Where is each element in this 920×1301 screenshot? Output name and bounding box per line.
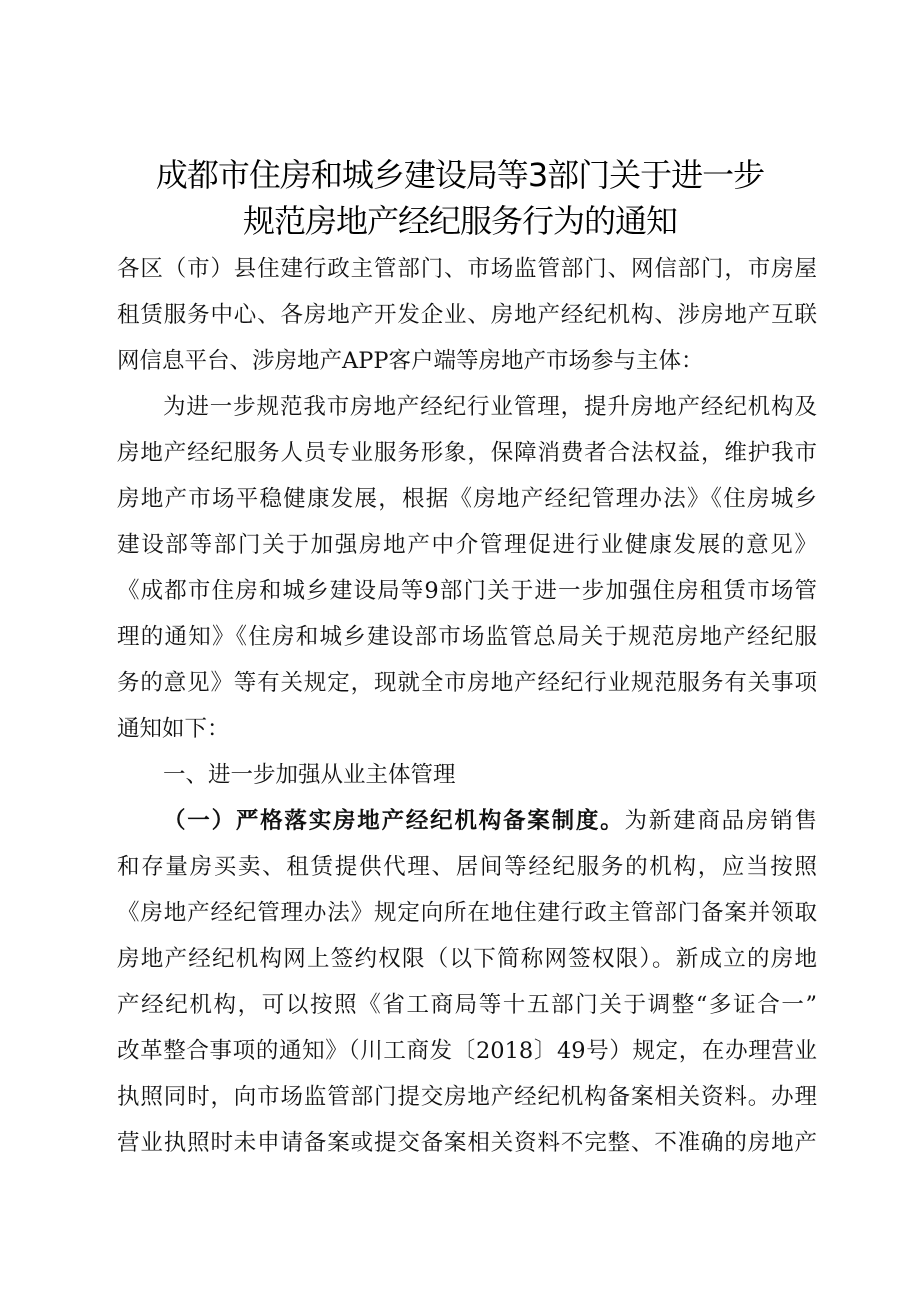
- addressee-line-1: 各区（市）县住建行政主管部门、市场监管部门、网信部门，市房屋: [117, 256, 817, 282]
- addressee-line-3: 网信息平台、涉房地产APP客户端等房地产市场参与主体：: [117, 348, 704, 374]
- paragraph-line: 理的通知》《住房和城乡建设部市场监管总局关于规范房地产经纪服: [117, 624, 817, 650]
- subsection-bold-lead: （一）严格落实房地产经纪机构备案制度。: [163, 808, 625, 834]
- paragraph-line: 通知如下：: [117, 716, 230, 742]
- paragraph-line: 营业执照时未申请备案或提交备案相关资料不完整、不准确的房地产: [117, 1130, 817, 1156]
- document-title-line-2: 规范房地产经纪服务行为的通知: [242, 202, 677, 240]
- addressee-line-2: 租赁服务中心、各房地产开发企业、房地产经纪机构、涉房地产互联: [117, 302, 817, 328]
- paragraph-line: 《房地产经纪管理办法》规定向所在地住建行政主管部门备案并领取: [117, 900, 817, 926]
- paragraph-line: 务的意见》等有关规定，现就全市房地产经纪行业规范服务有关事项: [117, 670, 817, 696]
- paragraph-line: 建设部等部门关于加强房地产中介管理促进行业健康发展的意见》: [117, 532, 817, 558]
- paragraph-line: 房地产市场平稳健康发展，根据《房地产经纪管理办法》《住房城乡: [117, 486, 817, 512]
- paragraph-line: 房地产经纪机构网上签约权限（以下简称网签权限）。新成立的房地: [117, 946, 817, 972]
- subsection-lead-text: 为新建商品房销售: [624, 808, 817, 834]
- paragraph-line: 房地产经纪服务人员专业服务形象，保障消费者合法权益，维护我市: [117, 440, 817, 466]
- section-heading: 一、进一步加强从业主体管理: [163, 762, 456, 788]
- paragraph-line: 《成都市住房和城乡建设局等9部门关于进一步加强住房租赁市场管: [117, 578, 817, 604]
- paragraph-line: 改革整合事项的通知》（川工商发〔2018〕49号）规定，在办理营业: [117, 1038, 817, 1064]
- subsection-first-line: [163, 798, 817, 844]
- paragraph-line: 和存量房买卖、租赁提供代理、居间等经纪服务的机构，应当按照: [117, 854, 817, 880]
- paragraph-line: 执照同时，向市场监管部门提交房地产经纪机构备案相关资料。办理: [117, 1084, 817, 1110]
- paragraph-line: 产经纪机构，可以按照《省工商局等十五部门关于调整“多证合一”: [117, 992, 817, 1018]
- paragraph-line: 为进一步规范我市房地产经纪行业管理，提升房地产经纪机构及: [163, 394, 817, 420]
- document-title-line-1: 成都市住房和城乡建设局等3部门关于进一步: [155, 156, 765, 194]
